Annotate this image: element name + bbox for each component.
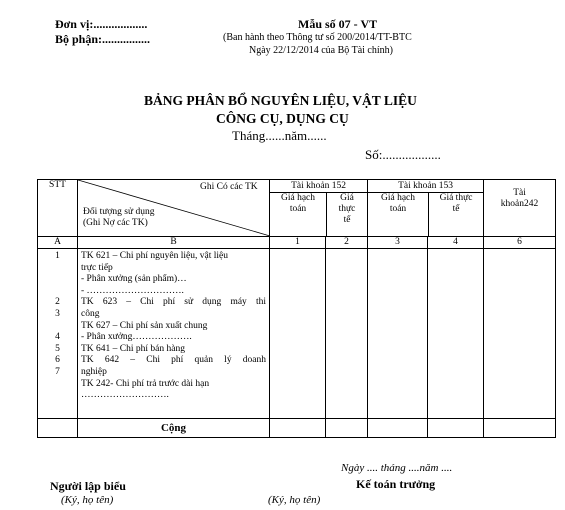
cost-152-line2: toán bbox=[289, 204, 307, 214]
stt-line bbox=[38, 402, 77, 414]
object-line: - Phân xưởng………………. bbox=[81, 332, 192, 343]
cost-152-header bbox=[270, 193, 327, 236]
total-cell bbox=[326, 419, 368, 438]
stt-line: 5 bbox=[55, 343, 60, 354]
code-1: 1 bbox=[270, 237, 326, 249]
stt-line: 6 bbox=[55, 355, 60, 366]
object-label: Đối tượng sử dụng bbox=[83, 207, 155, 217]
issued-date: Ngày 22/12/2014 của Bộ Tài chính) bbox=[249, 45, 393, 56]
cost-153-line1: Giá hạch bbox=[381, 193, 416, 203]
account-242-line2: khoản242 bbox=[500, 199, 539, 209]
account-242-header bbox=[484, 180, 556, 237]
preparer-title: Người lập biểu bbox=[50, 479, 126, 493]
stt-line: 2 bbox=[55, 297, 60, 308]
real-152-header bbox=[327, 193, 367, 236]
document-number-field: Số:.................. bbox=[365, 147, 441, 162]
stt-line: 3 bbox=[55, 308, 60, 319]
cost-153-line2: toán bbox=[389, 204, 407, 214]
cost-152-line1: Giá hạch bbox=[280, 193, 316, 203]
total-cell bbox=[270, 419, 326, 438]
total-cell bbox=[428, 419, 484, 438]
real-153-line1: Giá thực bbox=[439, 193, 473, 203]
chief-accountant-title: Kế toán trưởng bbox=[356, 477, 436, 491]
code-a: A bbox=[38, 237, 78, 249]
real-152-line3: tế bbox=[343, 215, 351, 225]
code-b: B bbox=[78, 237, 270, 249]
total-stt-cell bbox=[38, 419, 78, 438]
object-line: - Phân xưởng (sản phẩm)… bbox=[81, 274, 187, 285]
issued-circular: (Ban hành theo Thông tư số 200/2014/TT-BTC bbox=[223, 32, 412, 43]
stt-column bbox=[38, 249, 78, 419]
cost-153-header bbox=[368, 193, 429, 236]
object-line: TK 641 – Chi phí bán hàng bbox=[81, 343, 185, 354]
object-line: ………………………. bbox=[81, 390, 169, 401]
total-cell bbox=[484, 419, 556, 438]
account-152-group bbox=[270, 180, 368, 237]
object-column bbox=[78, 249, 270, 419]
object-line: - …………………………. bbox=[81, 285, 184, 296]
account-242-line1: Tài bbox=[513, 188, 526, 198]
allocation-table bbox=[37, 179, 556, 438]
object-line: công bbox=[81, 308, 100, 319]
object-line bbox=[81, 402, 266, 414]
preparer-signature-hint: (Ký, họ tên) bbox=[61, 494, 114, 506]
stt-line: 4 bbox=[55, 332, 60, 343]
code-2: 2 bbox=[326, 237, 368, 249]
object-line: nghiệp bbox=[81, 366, 107, 377]
object-line: TK 623 – Chi phí sử dụng máy thi bbox=[81, 297, 266, 308]
real-153-header bbox=[429, 193, 483, 236]
stt-line bbox=[38, 321, 77, 333]
table-header-row bbox=[38, 180, 556, 237]
document-title-line1: BẢNG PHÂN BỔ NGUYÊN LIỆU, VẬT LIỆU bbox=[144, 93, 417, 108]
real-153-line2: tế bbox=[452, 204, 460, 214]
form-number: Mẫu số 07 - VT bbox=[298, 17, 378, 31]
object-line: TK 642 – Chi phí quản lý doanh bbox=[81, 355, 266, 366]
diagonal-header-cell bbox=[78, 180, 270, 237]
account-153-group bbox=[368, 180, 484, 237]
total-label: Cộng bbox=[78, 419, 270, 438]
unit-label: Đơn vị:.................. bbox=[55, 17, 148, 31]
department-label: Bộ phận:................ bbox=[55, 32, 151, 46]
stt-line: 1 bbox=[55, 251, 60, 261]
credit-accounts-label: Ghi Có các TK bbox=[200, 182, 258, 192]
total-row bbox=[38, 419, 556, 438]
month-year-field: Tháng......năm...... bbox=[232, 128, 327, 143]
object-line: TK 242- Chi phí trả trước dài hạn bbox=[81, 378, 210, 389]
object-line: trực tiếp bbox=[81, 262, 113, 273]
total-cell bbox=[368, 419, 428, 438]
value-cell bbox=[428, 249, 484, 419]
object-line: TK 621 – Chi phí nguyên liệu, vật liệu bbox=[81, 251, 228, 261]
value-cell bbox=[368, 249, 428, 419]
account-152-header: Tài khoản 152 bbox=[270, 180, 367, 193]
column-code-row bbox=[38, 237, 556, 249]
document-title-line2: CÔNG CỤ, DỤNG CỤ bbox=[216, 111, 349, 126]
stt-line: 7 bbox=[55, 366, 60, 377]
real-152-line1: Giá bbox=[340, 193, 354, 203]
stt-line bbox=[38, 263, 77, 275]
value-cell bbox=[270, 249, 326, 419]
accountant-signature-hint: (Ký, họ tên) bbox=[268, 494, 321, 506]
account-153-header: Tài khoản 153 bbox=[368, 180, 483, 193]
real-152-line2: thực bbox=[338, 204, 356, 214]
code-6: 6 bbox=[484, 237, 556, 249]
debit-accounts-label: (Ghi Nợ các TK) bbox=[83, 218, 148, 228]
stt-line bbox=[38, 390, 77, 402]
object-line: TK 627 – Chi phí sản xuất chung bbox=[81, 320, 208, 331]
code-3: 3 bbox=[368, 237, 428, 249]
value-cell bbox=[326, 249, 368, 419]
value-cell bbox=[484, 249, 556, 419]
stt-line bbox=[38, 379, 77, 391]
stt-header: STT bbox=[38, 180, 78, 237]
signing-date: Ngày .... tháng ....năm .... bbox=[341, 462, 453, 474]
table-body-row bbox=[38, 249, 556, 419]
code-4: 4 bbox=[428, 237, 484, 249]
stt-line bbox=[38, 286, 77, 298]
stt-line bbox=[38, 274, 77, 286]
